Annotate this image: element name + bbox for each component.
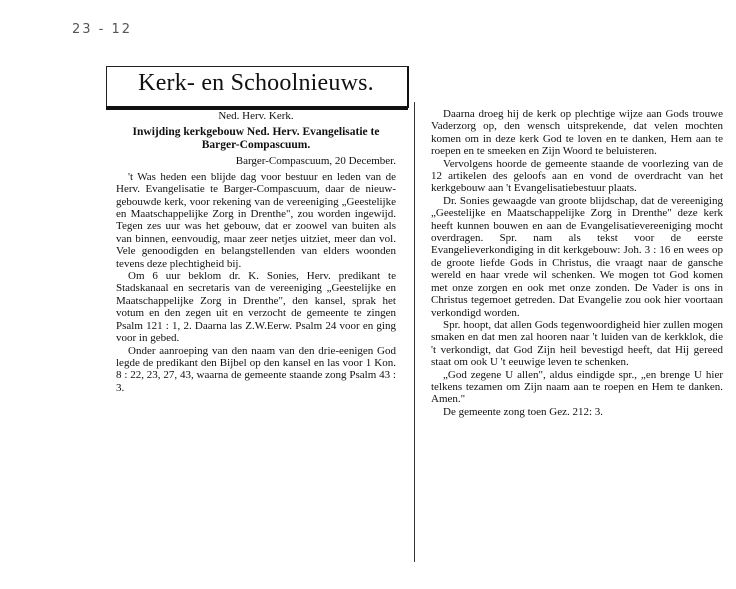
paragraph: Vervolgens hoorde de gemeente staande de voorlezing van de 12 artikelen des geloofs aan en vond de overdracht van het kerkgebouw aan 't Evangelisatiebestuur plaats. [431, 157, 723, 195]
paragraph: „God zegene U allen", aldus eindigde spr., „en brenge U hier telkens tezamen om Zijn naam aan te roepen en Hem te danken. Amen." [431, 368, 723, 406]
paragraph: Daarna droeg hij de kerk op plechtige wijze aan Gods trouwe Vaderzorg op, den wensch uitsprekende, dat velen mochten komen om in deze kerk God te loven en te danken, Hem aan te roepen en te smeeken en Zijn Woord te beluisteren. [431, 108, 723, 158]
column-divider [414, 102, 415, 562]
paragraph: Onder aanroeping van den naam van den drie-eenigen God legde de predikant den Bijbel op den kansel en las voor 1 Kon. 8 : 22, 23, 27, 43, waarna de gemeente staande zong Psalm 43 : 3. [116, 344, 396, 394]
archive-stamp: 23 - 12 [72, 22, 133, 37]
article-dateline: Barger-Compascuum, 20 December. [235, 155, 396, 168]
paragraph: 't Was heden een blijde dag voor bestuur en leden van de Herv. Evangelisatie te Barger-Compascuum, daar de nieuw-gebouwde kerk, voor rekening van de vereeniging „Geestelijke en Maatschappelijke Zorg in Drenthe", zou worden ingewijd. Tegen zes uur was het gebouw, dat er zoowel van buiten als van binnen, eenvoudig, maar zeer netjes uitziet, meer dan vol. Vele genoodigden en belangstellenden van elders woonden tevens deze plechtigheid bij. [116, 170, 396, 270]
column-left [116, 110, 396, 394]
page-title: Kerk- en Schoolnieuws. [138, 70, 374, 96]
newspaper-clipping [106, 66, 734, 566]
paragraph: Om 6 uur beklom dr. K. Sonies, Herv. predikant te Stadskanaal en secretaris van de vereeniging „Geestelijke en Maatschappelijke Zorg in Drenthe", den kansel, sprak het votum en den zegen uit en verzocht de gemeente te zingen Psalm 121 : 1, 2. Daarna las Z.W.Eerw. Psalm 24 voor en ging voor in gebed. [116, 270, 396, 345]
section-label: Ned. Herv. Kerk. [218, 110, 294, 122]
paragraph: Spr. hoopt, dat allen Gods tegenwoordigheid hier zullen mogen smaken en dat men zal hooren naar 't luiden van de kerkklok, die 't verkondigt, dat God Zijn heil bevestigd heeft, dat Hij gereed staat om ook U 't eeuwige leven te schenken. [431, 318, 723, 369]
paragraph: Dr. Sonies gewaagde van groote blijdschap, dat de vereeniging „Geestelijke en Maatschappelijke Zorg in Drenthe" deze kerk heeft kunnen bouwen en aan de Evangelisatievereeniging mocht overdragen. Spr. nam als tekst voor de eerste Evangelieverkondiging in dit kerkgebouw: Joh. 3 : 16 en wees op de groote liefde Gods in Christus, die vraagt naar de gansche wereld en haar vrede wil schenken. We mogen tot God komen met onze zorgen en ook met onze zonden. De Vader is ons in Christus tegemoet getreden. Dat Evangelie zou ook hier voortaan verkondigd worden. [431, 194, 723, 319]
paragraph: De gemeente zong toen Gez. 212: 3. [443, 405, 604, 418]
column-right [431, 108, 723, 418]
article-headline: Inwijding kerkgebouw Ned. Herv. Evangelisatie te Barger-Compascuum. [132, 126, 380, 152]
